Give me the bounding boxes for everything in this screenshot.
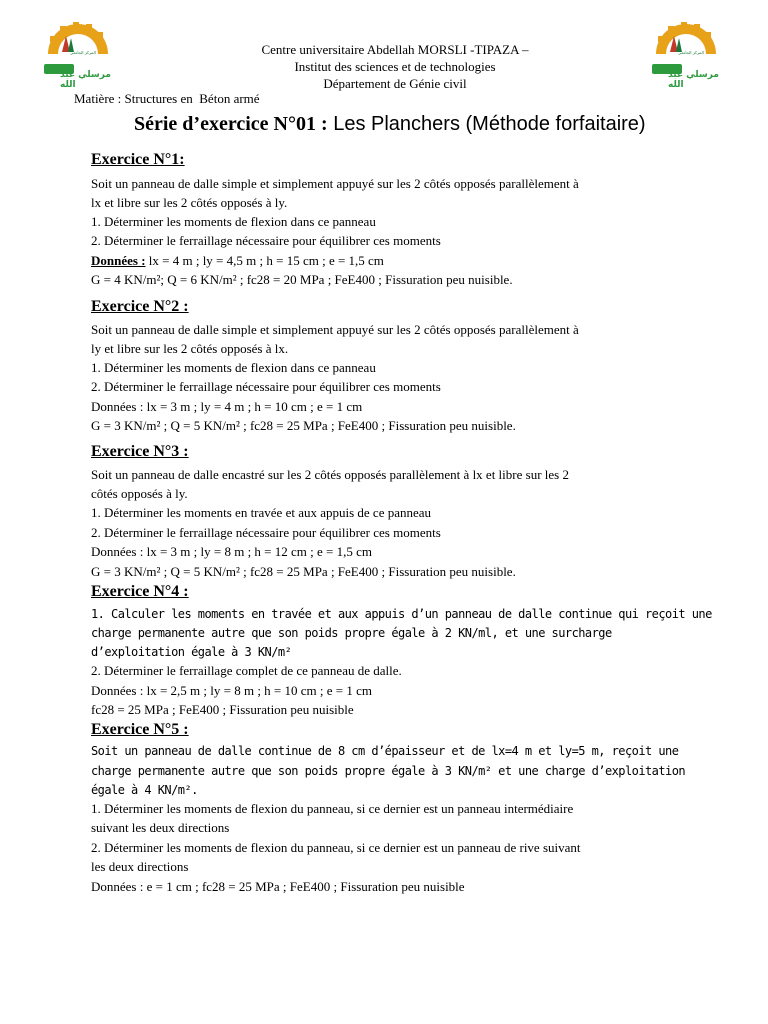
exercise-1-data: G = 4 KN/m²; Q = 6 KN/m² ; fc28 = 20 MPa ; FeE400 ; Fissuration peu nuisible. bbox=[91, 272, 513, 287]
exercise-5-line: égale à 4 KN/m². bbox=[91, 783, 198, 797]
exercise-1-data bbox=[91, 252, 384, 270]
exercise-1-line: lx et libre sur les 2 côtés opposés à ly. bbox=[91, 195, 288, 210]
exercise-4-line: d’exploitation égale à 3 KN/m² bbox=[91, 645, 292, 659]
exercise-2-data: G = 3 KN/m² ; Q = 5 KN/m² ; fc28 = 25 MPa ; FeE400 ; Fissuration peu nuisible. bbox=[91, 418, 516, 433]
exercise-5-line: Soit un panneau de dalle continue de 8 cm d’épaisseur et de lx=4 m et ly=5 m, reçoit une bbox=[91, 744, 679, 758]
exercise-3-question: 1. Déterminer les moments en travée et aux appuis de ce panneau bbox=[91, 505, 432, 520]
exercise-2-title: Exercice N°2 : bbox=[91, 298, 189, 315]
exercise-4-data: fc28 = 25 MPa ; FeE400 ; Fissuration peu nuisible bbox=[91, 702, 354, 717]
exercise-4-question: 2. Déterminer le ferraillage complet de ce panneau de dalle. bbox=[91, 663, 402, 678]
exercise-1-data-values: lx = 4 m ; ly = 4,5 m ; h = 15 cm ; e = 1,5 cm bbox=[145, 253, 384, 268]
exercise-5-data: Données : e = 1 cm ; fc28 = 25 MPa ; FeE400 ; Fissuration peu nuisible bbox=[91, 879, 465, 894]
exercise-2-line: Soit un panneau de dalle simple et simplement appuyé sur les 2 côtés opposés parallèlement à bbox=[91, 322, 579, 337]
exercise-3-data: G = 3 KN/m² ; Q = 5 KN/m² ; fc28 = 25 MPa ; FeE400 ; Fissuration peu nuisible. bbox=[91, 564, 516, 579]
logo-arabic-name: مرسلي عبد الله bbox=[668, 70, 719, 90]
exercise-3-line: Soit un panneau de dalle encastré sur les 2 côtés opposés parallèlement à lx et libre sur les 2 bbox=[91, 467, 569, 482]
exercise-5-question: les deux directions bbox=[91, 859, 189, 874]
logo-arabic-name: مرسلي عبد الله bbox=[60, 70, 111, 90]
exercise-4-line: charge permanente autre que son poids propre égale à 2 KN/ml, et une surcharge bbox=[91, 626, 612, 640]
exercise-5-question: suivant les deux directions bbox=[91, 820, 230, 835]
logo-arabic-text: المركز الجامعي bbox=[678, 50, 704, 55]
donnees-label: Données : bbox=[91, 253, 146, 268]
exercise-1-title: Exercice N°1: bbox=[91, 151, 185, 168]
exercise-2-question: 2. Déterminer le ferraillage nécessaire pour équilibrer ces moments bbox=[91, 379, 441, 394]
exercise-5-question: 1. Déterminer les moments de flexion du panneau, si ce dernier est un panneau intermédiaire bbox=[91, 801, 574, 816]
header-department: Département de Génie civil bbox=[323, 76, 467, 91]
page-title bbox=[134, 110, 646, 138]
subject-line: Matière : Structures en Béton armé bbox=[74, 91, 260, 106]
university-logo-left bbox=[40, 14, 116, 90]
exercise-1-question: 1. Déterminer les moments de flexion dans ce panneau bbox=[91, 214, 376, 229]
exercise-3-question: 2. Déterminer le ferraillage nécessaire pour équilibrer ces moments bbox=[91, 525, 441, 540]
exercise-5-title: Exercice N°5 : bbox=[91, 721, 189, 738]
series-number: Série d’exercice N°01 : bbox=[134, 113, 328, 135]
exercise-3-data: Données : lx = 3 m ; ly = 8 m ; h = 12 cm ; e = 1,5 cm bbox=[91, 544, 372, 559]
exercise-2-line: ly et libre sur les 2 côtés opposés à lx. bbox=[91, 341, 289, 356]
header-institute: Institut des sciences et de technologies bbox=[294, 59, 496, 74]
logo-arabic-text: المركز الجامعي bbox=[70, 50, 96, 55]
exercise-2-data: Données : lx = 3 m ; ly = 4 m ; h = 10 cm ; e = 1 cm bbox=[91, 399, 363, 414]
exercise-5-line: charge permanente autre que son poids propre égale à 3 KN/m² et une charge d’exploitation bbox=[91, 764, 686, 778]
exercise-4-data: Données : lx = 2,5 m ; ly = 8 m ; h = 10 cm ; e = 1 cm bbox=[91, 683, 372, 698]
exercise-4-title: Exercice N°4 : bbox=[91, 583, 189, 600]
exercise-1-line: Soit un panneau de dalle simple et simplement appuyé sur les 2 côtés opposés parallèlement à bbox=[91, 176, 579, 191]
exercise-1-question: 2. Déterminer le ferraillage nécessaire pour équilibrer ces moments bbox=[91, 233, 441, 248]
exercise-3-title: Exercice N°3 : bbox=[91, 443, 189, 460]
exercise-2-question: 1. Déterminer les moments de flexion dans ce panneau bbox=[91, 360, 376, 375]
university-logo-right bbox=[648, 14, 724, 90]
exercise-3-line: côtés opposés à ly. bbox=[91, 486, 188, 501]
series-topic: Les Planchers (Méthode forfaitaire) bbox=[327, 113, 646, 135]
exercise-5-question: 2. Déterminer les moments de flexion du panneau, si ce dernier est un panneau de rive suivant bbox=[91, 840, 581, 855]
exercise-4-line: 1. Calculer les moments en travée et aux appuis d’un panneau de dalle continue qui reçoit une bbox=[91, 607, 712, 621]
header-university: Centre universitaire Abdellah MORSLI -TIPAZA – bbox=[261, 42, 529, 57]
